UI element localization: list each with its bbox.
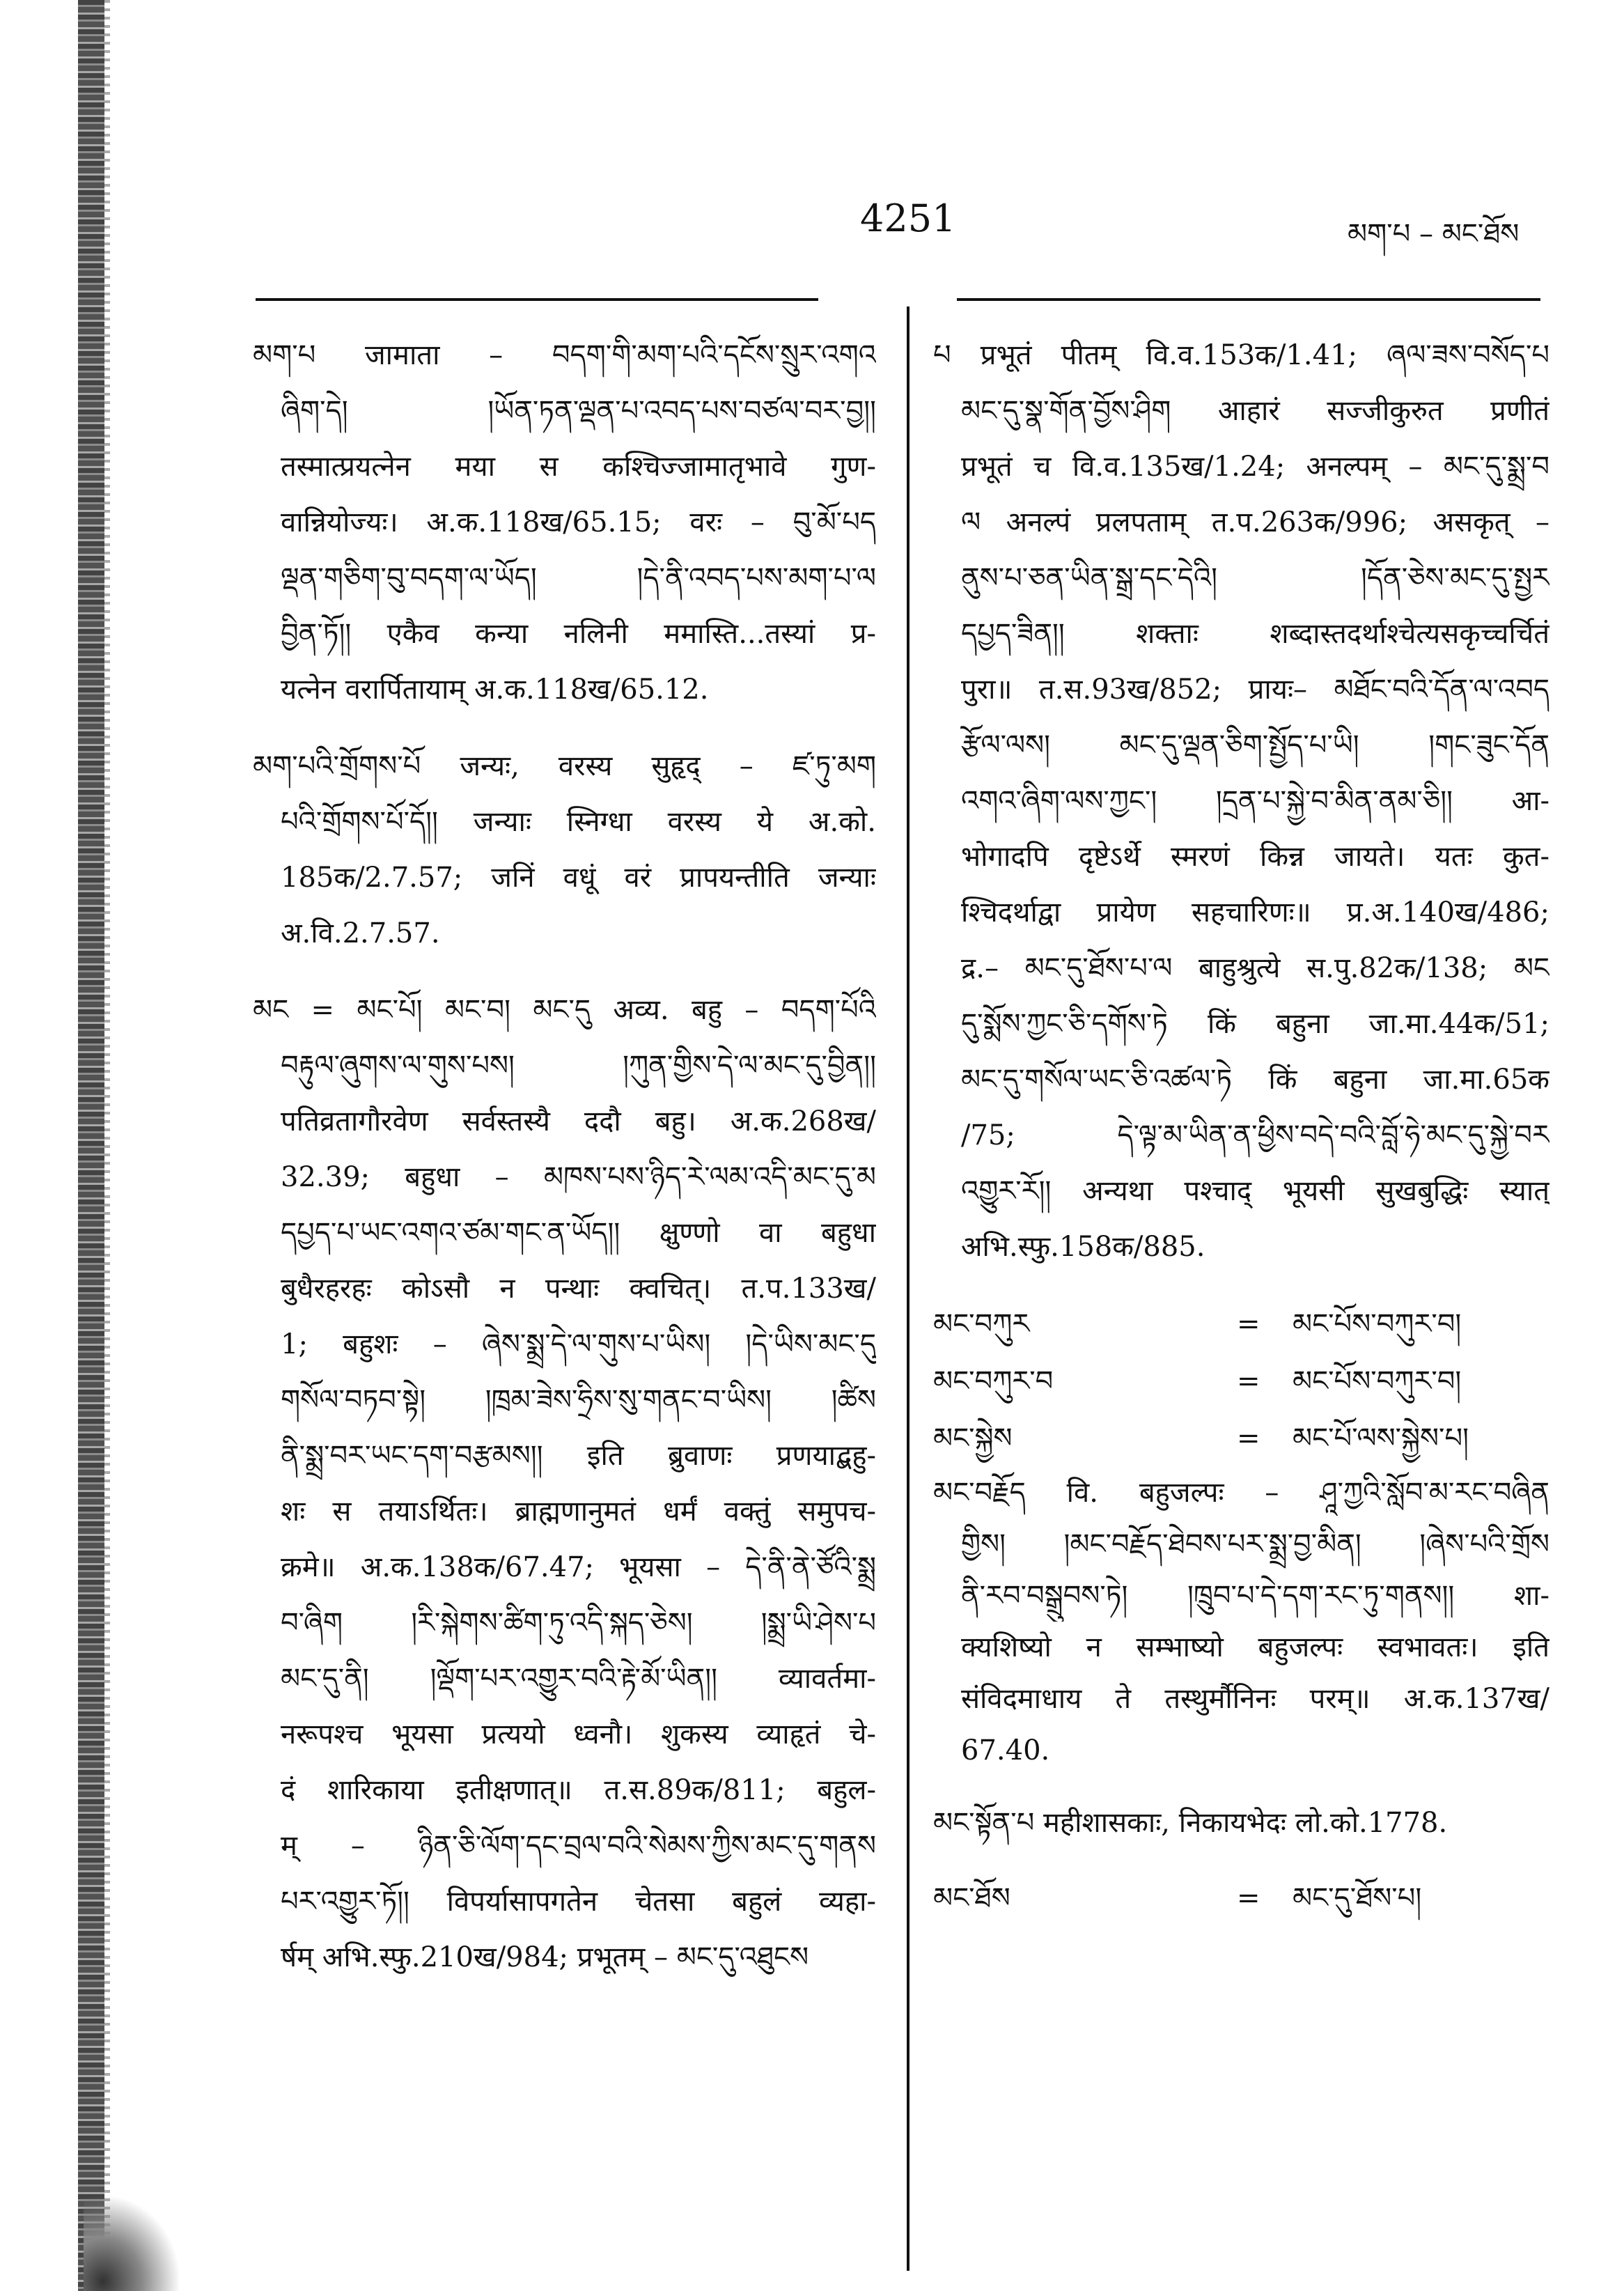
entry-line: प्रभूतं च वि.व.135ख/1.24; अनल्पम् – མང་དུ་སྨྲ་བ	[961, 451, 1549, 483]
entry-line: མང་དུ་གསོལ་ཡང་ཅི་འཚལ་ཏེ किं बहुना जा.मा.65क	[961, 1064, 1549, 1096]
dictionary-entry	[253, 738, 876, 961]
entry-headline: མང་བརྗོད वि. बहुजल्पः – ཤཱ་ཀྱའི་སློབ་མ་རང་བཞིན	[933, 1477, 1549, 1509]
entry-line: र्षम् अभि.स्फु.210ख/984; प्रभूतम् – མང་དུ་འཐུངས	[281, 1941, 809, 1973]
entry-headline: མང་སྟོན་པ महीशासकाः, निकायभेदः लो.को.1778.	[933, 1807, 1448, 1839]
entry-line: अ.वि.2.7.57.	[281, 917, 440, 949]
entry-line: पतिव्रतागौरवेण सर्वस्तस्यै ददौ बहु। अ.क.268ख/	[281, 1105, 876, 1137]
equals-sign: =	[1237, 1308, 1260, 1340]
dictionary-entry	[933, 1797, 1549, 1849]
column-divider	[907, 306, 909, 2271]
entry-line: པ प्रभूतं पीतम् वि.व.153क/1.41; ཞལ་ཟས་བསོད་པ	[933, 339, 1549, 371]
dictionary-entry	[253, 327, 876, 717]
entry-line: ནི་སྨྲ་བར་ཡང་དག་བརྩམས།། इति ब्रुवाणः प्रणयाद्बहु-	[281, 1440, 876, 1472]
entry-line: 67.40.	[961, 1734, 1050, 1766]
entry-line: དཔྱད་པ་ཡང་འགའ་ཙམ་གང་ན་ཡོད།། क्षुण्णो वा बहुधा	[281, 1217, 876, 1249]
entry-line: པའི་གྲོགས་པོ་དོ།། जन्याः स्निग्धा वरस्य ये अ.को.	[281, 806, 876, 838]
entry-line: བརྟུལ་ཞུགས་ལ་གུས་པས། །ཀུན་གྱིས་དེ་ལ་མང་དུ་བྱིན།།	[281, 1050, 876, 1082]
entry-line: གྱིས། །མང་བརྗོད་ཐེབས་པར་སྨྲ་བྱ་མིན། །ཞེས་པའི་གྲོས	[961, 1528, 1549, 1560]
entry-line: यत्नेन वरार्पितायाम् अ.क.118ख/65.12.	[281, 674, 709, 706]
entry-line: ལྡན་གཅིག་བུ་བདག་ལ་ཡོད། །དེ་ནི་འབད་པས་མག་པ་ལ	[281, 562, 876, 594]
book-spine-shadow	[78, 0, 106, 2291]
cross-ref-headword: མང་སྐྱེས	[933, 1422, 1013, 1454]
entry-line: 185क/2.7.57; जनिं वधूं वरं प्रापयन्तीति जन्याः	[281, 862, 876, 894]
entry-line: बुधैरहरहः कोऽसौ न पन्थाः क्वचित्। त.प.133ख/	[281, 1273, 876, 1305]
right-column	[933, 327, 1549, 1927]
dictionary-entry	[253, 982, 876, 1985]
entry-line: क्रमे॥ अ.क.138क/67.47; भूयसा – དེ་ནི་ནེ་ཙོའི་སྨྲ	[281, 1551, 876, 1583]
cross-ref-headword: མང་བཀུར	[933, 1308, 1030, 1340]
page-number: 4251	[860, 196, 956, 240]
entry-line: अभि.स्फु.158क/885.	[961, 1231, 1205, 1263]
dictionary-entry	[933, 1467, 1549, 1776]
entry-line: नरूपश्च भूयसा प्रत्ययो ध्वनौ। शुकस्य व्याहृतं चे-	[281, 1718, 876, 1750]
entry-line: श्चिदर्थाद्वा प्रायेण सहचारिणः॥ प्र.अ.140ख/486;	[961, 896, 1549, 929]
book-spine-edge	[104, 0, 110, 2291]
equals-sign: =	[1237, 1422, 1260, 1454]
entry-line: 1; बहुशः – ཞེས་སྨྲ་དེ་ལ་གུས་པ་ཡིས། །དེ་ཡིས་མང་དུ	[281, 1328, 876, 1360]
cross-ref-target: མང་པོས་བཀུར་བ།	[1293, 1365, 1462, 1397]
entry-line: བྱིན་ཏོ།། एकैव कन्या नलिनी ममास्ति...तस्यां प्र-	[281, 618, 876, 650]
left-header-rule	[256, 298, 818, 301]
entry-line: भोगादपि दृष्टेऽर्थे स्मरणं किन्न जायते। यतः कुत-	[961, 841, 1549, 873]
entry-line: ནུས་པ་ཅན་ཡིན་སྒྲ་དང་དེའི། །དོན་ཅེས་མང་དུ་སྤྱར	[961, 562, 1549, 594]
entry-line: དཔྱད་ཟིན།། शक्ताः शब्दास्तदर्थाश्चेत्यसकृच्चर्चितं	[961, 618, 1549, 650]
entry-line: तस्मात्प्रयत्नेन मया स कश्चिज्जामातृभावे गुण-	[281, 451, 876, 483]
entry-line: པར་འགྱུར་ཏོ།། विपर्यासापगतेन चेतसा बहुलं व्यहा-	[281, 1886, 876, 1918]
cross-ref-target: མང་དུ་ཐོས་པ།	[1293, 1882, 1422, 1914]
equals-sign: =	[1237, 1882, 1260, 1914]
entry-line: म् – ཉིན་ཅི་ལོག་དང་བྲལ་བའི་སེམས་ཀྱིས་མང་དུ་གནས	[281, 1830, 876, 1862]
cross-reference	[933, 1410, 1549, 1467]
cross-ref-headword: མང་ཐོས	[933, 1882, 1010, 1914]
scan-smudge	[84, 2194, 181, 2291]
entry-line: वान्नियोज्यः। अ.क.118ख/65.15; वरः – བུ་མོ་པད	[281, 506, 876, 538]
entry-line: དུ་སྨོས་ཀྱང་ཅི་དགོས་ཏེ किं बहुना जा.मा.44क/51;	[961, 1008, 1549, 1040]
entry-line: द्र.– མང་དུ་ཐོས་པ་ལ बाहुश्रुत्ये स.पु.82क/138; མང	[961, 952, 1549, 984]
entry-line: འགྱུར་རོ།། अन्यथा पश्चाद् भूयसी सुखबुद्धिः स्यात्	[961, 1175, 1549, 1207]
entry-line: གསོལ་བཏབ་སྟེ། །ཁྲམ་ཟེས་ཧྲིས་སུ་གནང་བ་ཡིས། །ཚིས	[281, 1384, 876, 1416]
running-head: མག་པ – མང་ཐོས	[1348, 218, 1520, 250]
cross-ref-target: མང་པོས་བཀུར་བ།	[1293, 1308, 1462, 1340]
entry-line: རྩོལ་ལས། མང་དུ་ལྡན་ཅིག་སྤྱོད་པ་ཡི། །གང་ཟུང་དོན	[961, 729, 1549, 761]
entry-line: མང་དུ་ནི། །ལྡོག་པར་འགྱུར་བའི་རྟེ་མོ་ཡིན།། व्यावर्तमा-	[281, 1663, 876, 1695]
entry-line: འགའ་ཞིག་ལས་ཀྱང་། །དྲན་པ་སྐྱེ་བ་མིན་ནམ་ཅི།། आ-	[961, 785, 1549, 817]
cross-reference	[933, 1870, 1549, 1927]
left-column	[253, 327, 876, 2006]
cross-reference	[933, 1296, 1549, 1353]
cross-ref-target: མང་པོ་ལས་སྐྱེས་པ།	[1293, 1422, 1469, 1454]
entry-line: ནི་རབ་བསྒྲུབས་ཏེ། །ཁྲུབ་པ་དེ་དག་རང་ཏུ་གནས།། शा-	[961, 1580, 1549, 1612]
entry-headline: མག་པའི་གྲོགས་པོ जन्यः, वरस्य सुहृद् – ཛ་ཏུ་མག	[253, 750, 876, 782]
entry-line: བ་ཞིག །རི་སྐེགས་ཚིག་ཏུ་འདི་སྐད་ཅེས། །སྨྲ་ཡི་ཤེས་པ	[281, 1607, 876, 1639]
entry-headline: མག་པ जामाता – བདག་གི་མག་པའི་དངོས་སྲུར་འགའ	[253, 339, 876, 371]
cross-reference	[933, 1353, 1549, 1410]
entry-line: शः स तयाऽर्थितः। ब्राह्मणानुमतं धर्मं वक्तुं समुपच-	[281, 1496, 876, 1528]
right-header-rule	[957, 298, 1540, 301]
right-lower-entries	[933, 1467, 1549, 1849]
entry-line: ལ अनल्पं प्रलपताम् त.प.263क/996; असकृत् –	[961, 506, 1549, 538]
entry-line: /75; དེ་ལྟ་མ་ཡིན་ན་ཕྱིས་བདེ་བའི་བློ་ཧེ་མང་དུ་སྐྱེ་བར	[961, 1119, 1549, 1151]
entry-line: क्यशिष्यो न सम्भाष्यो बहुजल्पः स्वभावतः। इति	[961, 1631, 1549, 1663]
entry-line: संविदमाधाय ते तस्थुर्मौनिनः परम्॥ अ.क.137ख/	[961, 1683, 1549, 1715]
entry-line: 32.39; बहुधा – མཁས་པས་ཉིད་རེ་ལམ་འདི་མང་དུ་མ	[281, 1161, 876, 1193]
equals-sign: =	[1237, 1365, 1260, 1397]
cross-ref-headword: མང་བཀུར་བ	[933, 1365, 1054, 1397]
entry-headline: མང = མང་པོ། མང་བ། མང་དུ अव्य. बहु – བདག་པོའི	[253, 994, 876, 1026]
entry-line: མང་དུ་སྣ་གོན་བྱོས་ཤིག आहारं सज्जीकुरुत प्रणीतं	[961, 395, 1549, 427]
dictionary-entry-continuation	[933, 327, 1549, 1275]
entry-line: ཞིག་དེ། །ཡོན་ཏན་ལྡན་པ་འབད་པས་བཙལ་བར་བྱ།།	[281, 395, 876, 427]
entry-line: पुरा॥ त.स.93ख/852; प्रायः– མཐོང་བའི་དོན་ལ་འབད	[961, 674, 1549, 706]
entry-line: दं शारिकाया इतीक्षणात्॥ त.स.89क/811; बहुल-	[281, 1774, 876, 1806]
